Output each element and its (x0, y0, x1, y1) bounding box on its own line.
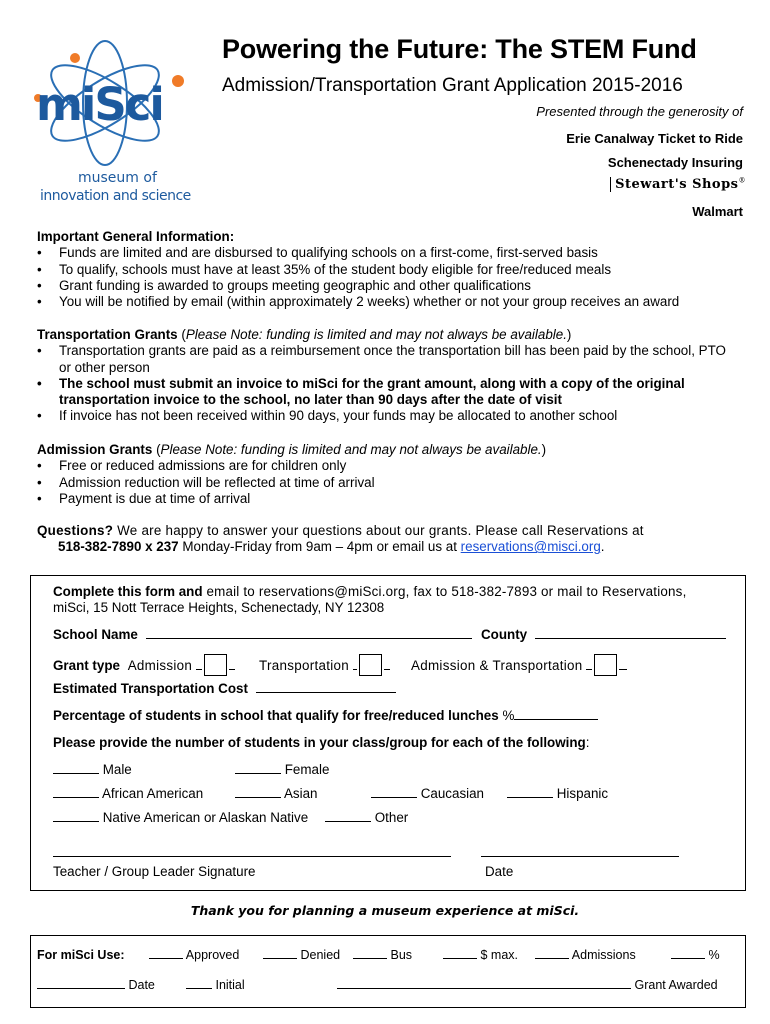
general-bullet: • To qualify, schools must have at least 35% of the student body eligible for free/reduced meals (37, 262, 737, 278)
max-blank[interactable] (443, 948, 477, 959)
percentage-row (53, 708, 598, 723)
logo-wordmark: miSci (36, 78, 163, 131)
misci-logo (30, 18, 200, 218)
count-caucasian-field[interactable] (371, 786, 417, 798)
county-label: County (481, 627, 528, 642)
percent-blank[interactable] (671, 948, 705, 959)
sponsor-schenectady-insuring: Schenectady Insuring (607, 155, 743, 170)
count-hispanic-label: Hispanic (556, 786, 609, 801)
admissions-blank[interactable] (535, 948, 569, 959)
count-caucasian (371, 786, 484, 801)
admissions-field (535, 948, 636, 962)
page-title: Powering the Future: The STEM Fund (222, 34, 697, 64)
signature-label: Teacher / Group Leader Signature (53, 864, 256, 879)
bus-label: Bus (390, 948, 413, 962)
reservations-hours: Monday-Friday from 9am – 4pm or email us at (178, 539, 461, 555)
school-name-label: School Name (53, 627, 138, 642)
misci-use-box (30, 935, 746, 1008)
count-native-american-field[interactable] (53, 810, 99, 822)
count-male (53, 762, 132, 777)
date-field (37, 978, 155, 992)
bus-field (353, 948, 412, 962)
initial-blank[interactable] (186, 978, 212, 989)
count-hispanic (507, 786, 608, 801)
questions-text: We are happy to answer your questions about our grants. Please call Reservations at (113, 523, 644, 538)
misci-use-label: For miSci Use: (37, 948, 125, 962)
logo-museum-line2: innovation and science (40, 188, 191, 204)
general-bullet: • Funds are limited and are disbursed to qualifying schools on a first-come, first-served basis (37, 245, 737, 261)
count-female-field[interactable] (235, 762, 281, 774)
provide-label: Please provide the number of students in your class/group for each of the following (53, 735, 586, 750)
est-cost-field[interactable] (256, 681, 396, 693)
grant-option-both-checkbox[interactable] (594, 654, 617, 676)
transportation-bullet: • Transportation grants are paid as a reimbursement once the transportation bill has been paid by the school, PTO or other person (37, 343, 727, 376)
grant-option-admission-label: Admission (127, 658, 193, 673)
questions-section (37, 523, 737, 556)
general-info-heading: Important General Information: (37, 229, 235, 244)
transportation-bullet: • The school must submit an invoice to miSci for the grant amount, along with a copy of the original transportation invoice to the school, no later than 90 days after the date of visit (37, 376, 727, 409)
transportation-heading: Transportation Grants (Please Note: funding is limited and may not always be available.) (37, 327, 572, 342)
count-african-american (53, 786, 203, 801)
count-other (325, 810, 408, 825)
grant-option-both-label: Admission & Transportation (411, 658, 583, 673)
sponsor-walmart: Walmart (692, 204, 743, 219)
form-intro-line2: miSci, 15 Nott Terrace Heights, Schenectady, NY 12308 (53, 600, 385, 615)
admission-bullet: • Free or reduced admissions are for children only (37, 458, 737, 474)
signature-date-label: Date (485, 864, 514, 879)
count-male-field[interactable] (53, 762, 99, 774)
grant-option-transportation-checkbox[interactable] (359, 654, 382, 676)
percent-label: % (708, 948, 720, 962)
max-label: $ max. (480, 948, 518, 962)
count-other-field[interactable] (325, 810, 371, 822)
count-native-american (53, 810, 308, 825)
admissions-label: Admissions (571, 948, 636, 962)
reservations-email-link[interactable]: reservations@misci.org (460, 539, 601, 555)
admission-heading: Admission Grants (Please Note: funding is limited and may not always be available.) (37, 442, 547, 457)
count-native-american-label: Native American or Alaskan Native (102, 810, 309, 825)
provide-colon: : (585, 735, 590, 750)
count-african-american-field[interactable] (53, 786, 99, 798)
approved-field (149, 948, 239, 962)
date-label: Date (128, 978, 155, 992)
est-cost-row (53, 681, 396, 696)
initial-field (186, 978, 245, 992)
count-african-american-label: African American (101, 786, 204, 801)
count-caucasian-label: Caucasian (420, 786, 485, 801)
questions-end: . (600, 539, 605, 555)
sponsor-erie-canalway: Erie Canalway Ticket to Ride (566, 131, 743, 146)
county-field[interactable] (535, 627, 726, 639)
signature-date-line[interactable] (481, 856, 679, 857)
reservations-phone: 518-382-7890 x 237 (58, 539, 179, 555)
count-asian-field[interactable] (235, 786, 281, 798)
count-other-label: Other (374, 810, 409, 825)
grant-type-label: Grant type (53, 658, 120, 673)
grant-option-admission-checkbox[interactable] (204, 654, 227, 676)
date-blank[interactable] (37, 978, 125, 989)
percentage-field[interactable] (514, 708, 598, 720)
admission-bullet: • Payment is due at time of arrival (37, 491, 737, 507)
initial-label: Initial (215, 978, 245, 992)
grant-option-transportation (259, 654, 390, 676)
general-bullet: • You will be notified by email (within approximately 2 weeks) whether or not your group receives an award (37, 294, 737, 310)
school-name-row (53, 627, 472, 642)
percent-field (671, 948, 720, 962)
thank-you-message: Thank you for planning a museum experience at miSci. (190, 903, 580, 918)
grant-awarded-blank[interactable] (337, 978, 631, 989)
page-subtitle: Admission/Transportation Grant Application 2015-2016 (222, 75, 683, 96)
denied-field (263, 948, 340, 962)
count-asian-label: Asian (283, 786, 318, 801)
count-male-label: Male (102, 762, 132, 777)
county-row (481, 627, 726, 642)
approved-blank[interactable] (149, 948, 183, 959)
questions-label: Questions? (37, 523, 114, 538)
signature-line[interactable] (53, 856, 451, 857)
grant-option-transportation-label: Transportation (259, 658, 350, 673)
denied-label: Denied (300, 948, 341, 962)
logo-museum-line1: museum of (78, 170, 157, 186)
grant-awarded-label: Grant Awarded (634, 978, 718, 992)
transportation-bullet: • If invoice has not been received within 90 days, your funds may be allocated to another school (37, 408, 727, 424)
grant-awarded-field (337, 978, 718, 992)
count-hispanic-field[interactable] (507, 786, 553, 798)
count-female-label: Female (284, 762, 330, 777)
provide-row (53, 735, 589, 750)
count-asian (235, 786, 317, 801)
application-form (30, 575, 746, 891)
presented-through: Presented through the generosity of (536, 104, 743, 119)
general-info-section (37, 229, 737, 310)
transportation-section (37, 327, 737, 425)
count-female (235, 762, 329, 777)
grant-type-row (53, 654, 235, 676)
percentage-suffix: % (502, 708, 515, 723)
est-cost-label: Estimated Transportation Cost (53, 681, 248, 696)
general-bullet: • Grant funding is awarded to groups meeting geographic and other qualifications (37, 278, 737, 294)
admission-section (37, 442, 737, 507)
form-intro-line1: Complete this form and email to reservations@miSci.org, fax to 518-382-7893 or mail to Reservations, (53, 584, 687, 599)
school-name-field[interactable] (146, 627, 472, 639)
admission-bullet: • Admission reduction will be reflected at time of arrival (37, 475, 737, 491)
percentage-label: Percentage of students in school that qualify for free/reduced lunches (53, 708, 499, 723)
grant-option-both (411, 654, 627, 676)
approved-label: Approved (185, 948, 240, 962)
max-field (443, 948, 518, 962)
sponsor-stewarts-shops: Stewart's Shops® (610, 176, 746, 192)
denied-blank[interactable] (263, 948, 297, 959)
bus-blank[interactable] (353, 948, 387, 959)
